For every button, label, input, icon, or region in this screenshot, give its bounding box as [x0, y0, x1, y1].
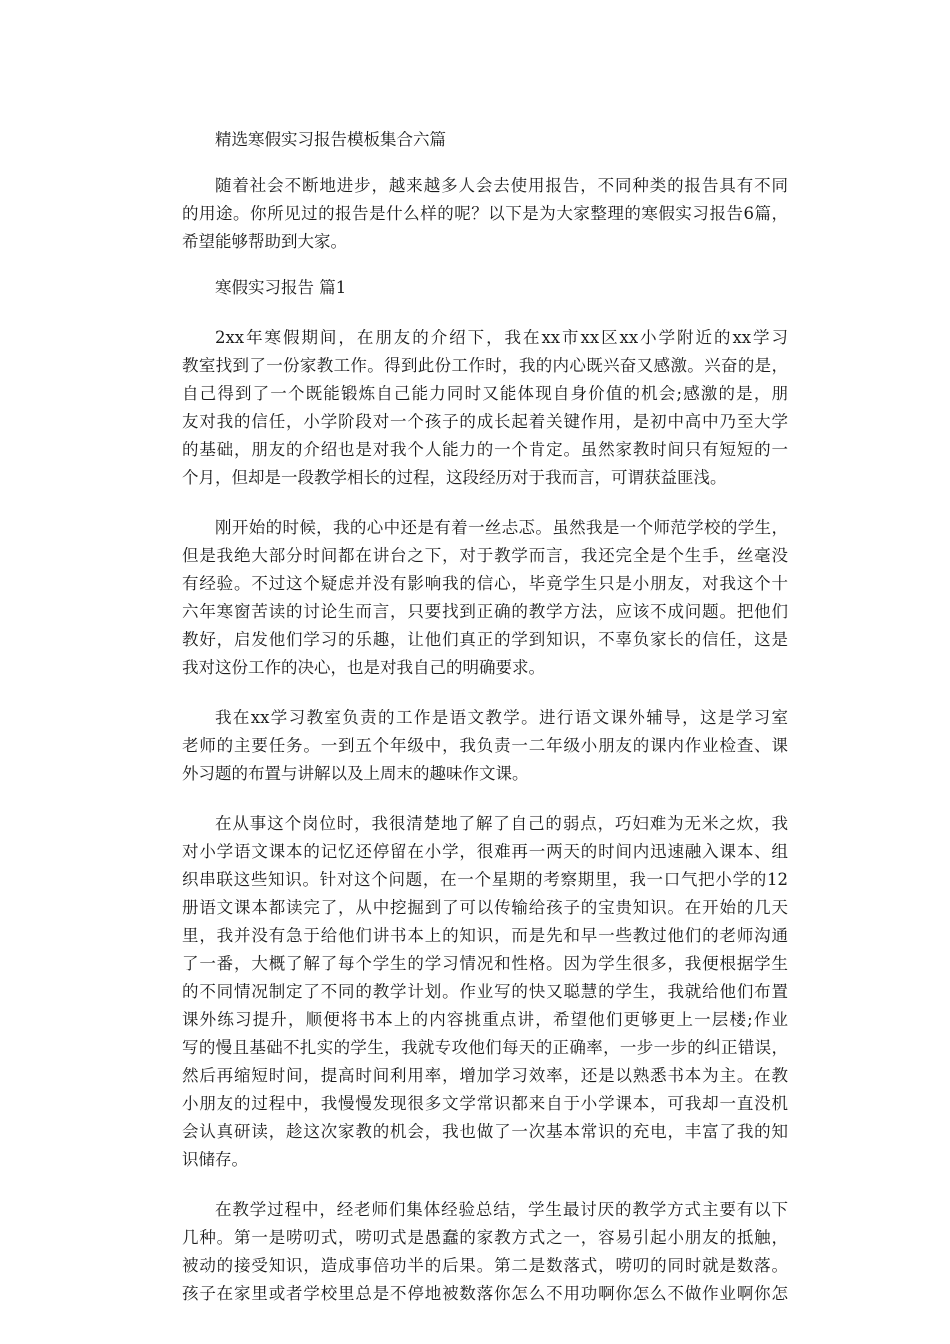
- body-paragraph-3: [182, 704, 788, 788]
- paragraph-line: 随着社会不断地进步，越来越多人会去使用报告，不同种类的报告具有不同: [215, 176, 788, 195]
- paragraph-line: 希望能够帮助到大家。: [182, 232, 347, 251]
- paragraph-line: 写的慢且基础不扎实的学生，我就专攻他们每天的正确率，一步一步的纠正错误，: [182, 1038, 788, 1057]
- paragraph-line: 的用途。你所见过的报告是什么样的呢？以下是为大家整理的寒假实习报告6篇，: [182, 204, 788, 223]
- paragraph-line: 自己得到了一个既能锻炼自己能力同时又能体现自身价值的机会;感激的是，朋: [182, 384, 788, 403]
- paragraph-line: 友对我的信任，小学阶段对一个孩子的成长起着关键作用，是初中高中乃至大学: [182, 412, 788, 431]
- paragraph-line: 课外练习提升，顺便将书本上的内容挑重点讲，希望他们更够更上一层楼;作业: [182, 1010, 788, 1029]
- paragraph-line: 然后再缩短时间，提高时间利用率，增加学习效率，还是以熟悉书本为主。在教: [182, 1066, 788, 1085]
- paragraph-line: 我在xx学习教室负责的工作是语文教学。进行语文课外辅导，这是学习室: [215, 708, 788, 727]
- intro-paragraph: [182, 172, 788, 256]
- paragraph-line: 的不同情况制定了不同的教学计划。作业写的快又聪慧的学生，我就给他们布置: [182, 982, 788, 1001]
- paragraph-line: 在从事这个岗位时，我很清楚地了解了自己的弱点，巧妇难为无米之炊，我: [215, 814, 788, 833]
- document-title: 精选寒假实习报告模板集合六篇: [215, 130, 446, 149]
- paragraph-line: 小朋友的过程中，我慢慢发现很多文学常识都来自于小学课本，可我却一直没机: [182, 1094, 788, 1113]
- paragraph-line: 刚开始的时候，我的心中还是有着一丝忐忑。虽然我是一个师范学校的学生，: [215, 518, 788, 537]
- body-paragraph-2: [182, 514, 788, 682]
- body-paragraph-4: [182, 810, 788, 1174]
- paragraph-line: 对小学语文课本的记忆还停留在小学，很难再一两天的时间内迅速融入课本、组: [182, 842, 788, 861]
- paragraph-line: 教好，启发他们学习的乐趣，让他们真正的学到知识，不辜负家长的信任，这是: [182, 630, 788, 649]
- paragraph-line: 在教学过程中，经老师们集体经验总结，学生最讨厌的教学方式主要有以下: [215, 1200, 788, 1219]
- paragraph-line: 六年寒窗苦读的讨论生而言，只要找到正确的教学方法，应该不成问题。把他们: [182, 602, 788, 621]
- paragraph-line: 外习题的布置与讲解以及上周末的趣味作文课。: [182, 764, 529, 783]
- paragraph-line: 但是我绝大部分时间都在讲台之下，对于教学而言，我还完全是个生手，丝毫没: [182, 546, 788, 565]
- paragraph-line: 我对这份工作的决心，也是对我自己的明确要求。: [182, 658, 545, 677]
- document-page: [182, 126, 788, 1308]
- paragraph-line: 里，我并没有急于给他们讲书本上的知识，而是先和早一些教过他们的老师沟通: [182, 926, 788, 945]
- paragraph-line: 个月，但却是一段教学相长的过程，这段经历对于我而言，可谓获益匪浅。: [182, 468, 727, 487]
- paragraph-line: 识储存。: [182, 1150, 248, 1169]
- paragraph-line: 教室找到了一份家教工作。得到此份工作时，我的内心既兴奋又感激。兴奋的是，: [182, 356, 788, 375]
- paragraph-line: 了一番，大概了解了每个学生的学习情况和性格。因为学生很多，我便根据学生: [182, 954, 788, 973]
- section-heading: 寒假实习报告 篇1: [215, 278, 347, 297]
- paragraph-line: 织串联这些知识。针对这个问题，在一个星期的考察期里，我一口气把小学的12: [182, 870, 788, 889]
- paragraph-line: 被动的接受知识，造成事倍功半的后果。第二是数落式，唠叨的同时就是数落。: [182, 1256, 788, 1275]
- paragraph-line: 会认真研读，趁这次家教的机会，我也做了一次基本常识的充电，丰富了我的知: [182, 1122, 788, 1141]
- body-paragraph-1: [182, 324, 788, 492]
- paragraph-line: 几种。第一是唠叨式，唠叨式是愚蠢的家教方式之一，容易引起小朋友的抵触，: [182, 1228, 788, 1247]
- paragraph-line: 2xx年寒假期间，在朋友的介绍下，我在xx市xx区xx小学附近的xx学习: [215, 328, 788, 347]
- paragraph-line: 的基础，朋友的介绍也是对我个人能力的一个肯定。虽然家教时间只有短短的一: [182, 440, 788, 459]
- paragraph-line: 册语文课本都读完了，从中挖掘到了可以传输给孩子的宝贵知识。在开始的几天: [182, 898, 788, 917]
- paragraph-line: 有经验。不过这个疑虑并没有影响我的信心，毕竟学生只是小朋友，对我这个十: [182, 574, 788, 593]
- body-paragraph-5: [182, 1196, 788, 1308]
- paragraph-line: 老师的主要任务。一到五个年级中，我负责一二年级小朋友的课内作业检查、课: [182, 736, 788, 755]
- paragraph-line: 孩子在家里或者学校里总是不停地被数落你怎么不用功啊你怎么不做作业啊你怎: [182, 1284, 788, 1303]
